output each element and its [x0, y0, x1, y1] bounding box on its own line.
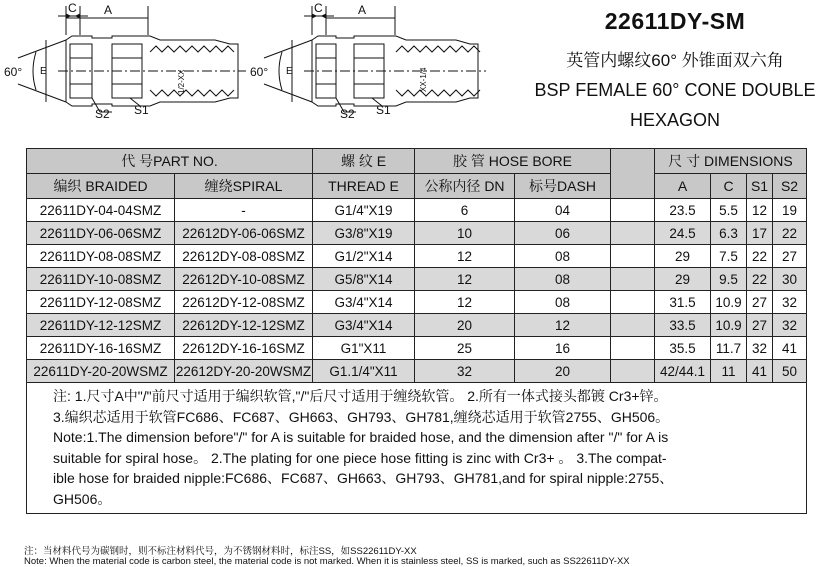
subtitle-cn: 英管内螺纹60° 外锥面双六角 — [566, 51, 784, 70]
cell-c: 5.5 — [711, 199, 747, 222]
cell-braided: 22611DY-16-16SMZ — [27, 337, 175, 360]
cell-s2: 50 — [773, 360, 807, 383]
cell-dn: 12 — [415, 245, 515, 268]
table-row — [27, 291, 807, 314]
table-row — [27, 245, 807, 268]
header-thread-en: THREAD E — [313, 174, 415, 199]
cell-thread: G1.1/4"X11 — [313, 360, 415, 383]
subtitle-en-line1: BSP FEMALE 60° CONE DOUBLE — [534, 80, 816, 100]
cell-thread: G1/2"X14 — [313, 245, 415, 268]
note-line: Note:1.The dimension before"/" for A is suitable for braided hose, and the dimension after "/" for A is — [53, 429, 669, 445]
cell-a: 31.5 — [655, 291, 711, 314]
cell-s2: 30 — [773, 268, 807, 291]
cell-blank — [611, 291, 655, 314]
cell-dash: 06 — [515, 222, 611, 245]
cell-blank — [611, 337, 655, 360]
cell-dash: 08 — [515, 291, 611, 314]
cell-s2: 22 — [773, 222, 807, 245]
cell-blank — [611, 222, 655, 245]
note-line: GH506。 — [53, 490, 112, 507]
header-part-no: 代 号PART NO. — [27, 149, 313, 174]
label-a-right: A — [358, 3, 367, 17]
header-spiral: 缠绕SPIRAL — [175, 174, 313, 199]
header-c: C — [711, 174, 747, 199]
fitting-drawings — [0, 0, 520, 145]
cell-dn: 25 — [415, 337, 515, 360]
label-s2-right: S2 — [340, 107, 355, 121]
header-dn: 公称内径 DN — [415, 174, 515, 199]
cell-s1: 22 — [747, 268, 773, 291]
cell-a: 35.5 — [655, 337, 711, 360]
cell-dash: 20 — [515, 360, 611, 383]
cell-thread: G3/8"X19 — [313, 222, 415, 245]
cell-thread: G1"X11 — [313, 337, 415, 360]
label-angle-left: 60° — [4, 65, 23, 79]
table-row — [27, 360, 807, 383]
cell-c: 11 — [711, 360, 747, 383]
cell-dash: 16 — [515, 337, 611, 360]
header-dimensions: 尺 寸 DIMENSIONS — [655, 149, 807, 174]
cell-spiral: 22612DY-12-12SMZ — [175, 314, 313, 337]
header-braided: 编织 BRAIDED — [27, 174, 175, 199]
header-dash: 标号DASH — [515, 174, 611, 199]
spec-table — [26, 148, 807, 514]
cell-spiral: 22612DY-20-20WSMZ — [175, 360, 313, 383]
cell-spiral: 22612DY-12-08SMZ — [175, 291, 313, 314]
label-s1-right: S1 — [376, 103, 391, 117]
cell-braided: 22611DY-20-20WSMZ — [27, 360, 175, 383]
cell-spiral: 22612DY-06-06SMZ — [175, 222, 313, 245]
cell-dn: 12 — [415, 268, 515, 291]
label-s2-left: S2 — [95, 107, 110, 121]
header-s2: S2 — [773, 174, 807, 199]
cell-braided: 22611DY-12-08SMZ — [27, 291, 175, 314]
cell-blank — [611, 245, 655, 268]
header-blank — [611, 149, 655, 199]
cell-blank — [611, 268, 655, 291]
left-fitting-drawing — [18, 6, 246, 112]
cell-s1: 22 — [747, 245, 773, 268]
cell-c: 6.3 — [711, 222, 747, 245]
cell-s2: 19 — [773, 199, 807, 222]
label-s1-left: S1 — [134, 103, 149, 117]
label-e-left: E — [40, 66, 47, 77]
cell-c: 9.5 — [711, 268, 747, 291]
cell-spiral: 22612DY-08-08SMZ — [175, 245, 313, 268]
cell-s1: 17 — [747, 222, 773, 245]
label-dash-right: XX-1/4 — [419, 67, 428, 92]
note-line: suitable for spiral hose。 2.The plating for one piece hose fitting is zinc with Cr3+ 。 3.The compat- — [53, 449, 667, 466]
header-thread-cn: 螺 纹 E — [313, 149, 415, 174]
footnote-cn: 注：当材料代号为碳钢时，则不标注材料代号，为不锈钢材料时，标注SS，如SS22611DY-XX — [24, 546, 417, 557]
cell-dash: 08 — [515, 268, 611, 291]
cell-blank — [611, 199, 655, 222]
cell-blank — [611, 360, 655, 383]
cell-s1: 12 — [747, 199, 773, 222]
header-row-2 — [27, 174, 807, 199]
header-s1: S1 — [747, 174, 773, 199]
cell-thread: G3/4"X14 — [313, 291, 415, 314]
label-angle-right: 60° — [250, 65, 269, 79]
notes-row — [27, 383, 807, 514]
cell-thread: G1/4"X19 — [313, 199, 415, 222]
cell-s1: 32 — [747, 337, 773, 360]
cell-s1: 27 — [747, 291, 773, 314]
notes-cell — [27, 383, 807, 514]
label-e-right: E — [286, 66, 293, 77]
cell-braided: 22611DY-06-06SMZ — [27, 222, 175, 245]
table-row — [27, 314, 807, 337]
header-a: A — [655, 174, 711, 199]
note-line: 注: 1.尺寸A中"/"前尺寸适用于编织软管,"/"后尺寸适用于缠绕软管。 2.所有一体式接头都镀 Cr3+锌。 — [53, 388, 668, 404]
cell-spiral: - — [175, 199, 313, 222]
label-dash-left: 1/2-XX — [177, 69, 186, 94]
footnote-en: Note: When the material code is carbon steel, the material code is not marked. When it is stainless steel, SS is marked, such as SS22611DY-XX — [24, 556, 630, 567]
cell-a: 29 — [655, 268, 711, 291]
page-title: 22611DY-SM — [604, 8, 746, 34]
cell-blank — [611, 314, 655, 337]
cell-spiral: 22612DY-16-16SMZ — [175, 337, 313, 360]
cell-s2: 32 — [773, 314, 807, 337]
cell-spiral: 22612DY-10-08SMZ — [175, 268, 313, 291]
header-hose-bore: 胶 管 HOSE BORE — [415, 149, 611, 174]
subtitle-en-line2: HEXAGON — [629, 110, 721, 130]
cell-a: 42/44.1 — [655, 360, 711, 383]
cell-dn: 20 — [415, 314, 515, 337]
cell-s1: 27 — [747, 314, 773, 337]
cell-c: 7.5 — [711, 245, 747, 268]
label-c-left: C — [68, 1, 77, 15]
note-line: ible hose for braided nipple:FC686、FC687、GH663、GH793、GH781,and for spiral nipple:2755、 — [53, 470, 674, 486]
cell-a: 33.5 — [655, 314, 711, 337]
cell-dn: 32 — [415, 360, 515, 383]
right-fitting-drawing — [264, 6, 486, 112]
table-row — [27, 199, 807, 222]
cell-s2: 41 — [773, 337, 807, 360]
cell-a: 24.5 — [655, 222, 711, 245]
cell-c: 11.7 — [711, 337, 747, 360]
cell-dash: 12 — [515, 314, 611, 337]
cell-dash: 04 — [515, 199, 611, 222]
cell-dn: 6 — [415, 199, 515, 222]
cell-dash: 08 — [515, 245, 611, 268]
cell-a: 29 — [655, 245, 711, 268]
cell-braided: 22611DY-12-12SMZ — [27, 314, 175, 337]
cell-braided: 22611DY-04-04SMZ — [27, 199, 175, 222]
label-a-left: A — [104, 3, 113, 17]
cell-braided: 22611DY-10-08SMZ — [27, 268, 175, 291]
cell-thread: G3/4"X14 — [313, 314, 415, 337]
cell-s1: 41 — [747, 360, 773, 383]
cell-dn: 10 — [415, 222, 515, 245]
cell-a: 23.5 — [655, 199, 711, 222]
table-row — [27, 222, 807, 245]
header-row-1 — [27, 149, 807, 174]
cell-s2: 32 — [773, 291, 807, 314]
cell-braided: 22611DY-08-08SMZ — [27, 245, 175, 268]
table-row — [27, 268, 807, 291]
cell-dn: 12 — [415, 291, 515, 314]
cell-c: 10.9 — [711, 314, 747, 337]
table-row — [27, 337, 807, 360]
label-c-right: C — [314, 1, 323, 15]
note-line: 3.编织芯适用于软管FC686、FC687、GH663、GH793、GH781,缠绕芯适用于软管2755、GH506。 — [53, 408, 670, 425]
cell-c: 10.9 — [711, 291, 747, 314]
cell-thread: G5/8"X14 — [313, 268, 415, 291]
cell-s2: 27 — [773, 245, 807, 268]
